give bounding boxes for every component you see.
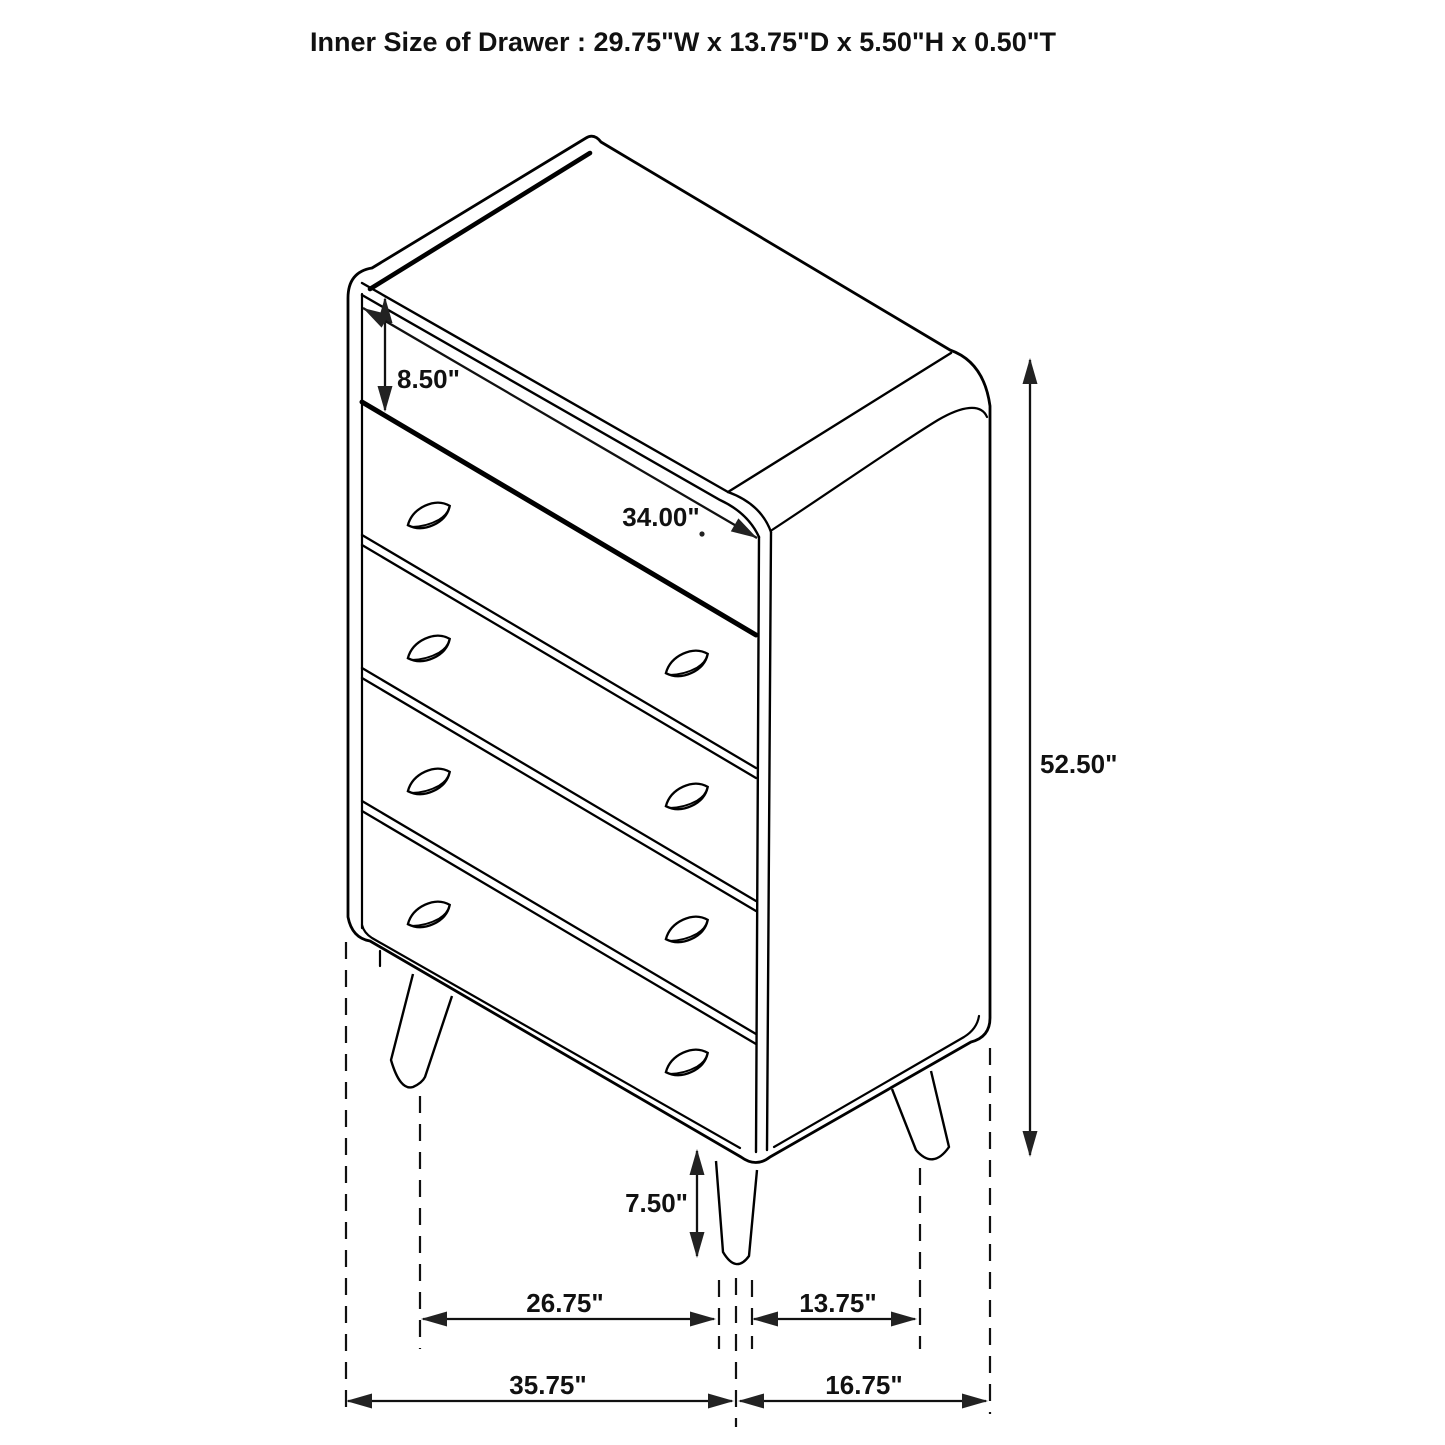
dim-750-label: 7.50" <box>625 1188 688 1218</box>
dim-5250-arrow-down <box>1023 1131 1038 1157</box>
dim-overall-width <box>346 1370 734 1409</box>
dim-1375-arrow-right <box>891 1312 917 1327</box>
dim-1375-arrow-left <box>752 1312 778 1327</box>
dim-1375-label: 13.75" <box>799 1288 877 1318</box>
dim-5250-label: 52.50" <box>1040 749 1118 779</box>
dim-side-leg-span <box>752 1288 917 1327</box>
dim-2675-arrow-right <box>690 1312 716 1327</box>
dim-850-label: 8.50" <box>397 364 460 394</box>
front-left-leg <box>391 974 452 1087</box>
dim-3575-label: 35.75" <box>509 1370 587 1400</box>
dim-front-leg-span <box>421 1288 716 1327</box>
dim-3575-arrow-left <box>346 1394 372 1409</box>
dim-1675-arrow-left <box>738 1394 764 1409</box>
dim-1675-arrow-right <box>962 1394 988 1409</box>
dim-750-arrow-up <box>690 1149 705 1175</box>
cabinet <box>348 136 990 1264</box>
dim-3575-arrow-right <box>708 1394 734 1409</box>
right-rear-leg <box>892 1071 949 1159</box>
dim-3400-label: 34.00" <box>622 502 700 532</box>
dim-3400-dot <box>699 531 704 536</box>
dim-750-arrow-down <box>690 1232 705 1258</box>
dim-2675-label: 26.75" <box>526 1288 604 1318</box>
dim-overall-height <box>1023 358 1118 1157</box>
dim-2675-arrow-left <box>421 1312 447 1327</box>
dim-1675-label: 16.75" <box>825 1370 903 1400</box>
dim-5250-arrow-up <box>1023 358 1038 384</box>
dim-leg-height <box>625 1149 704 1258</box>
diagram-title: Inner Size of Drawer : 29.75"W x 13.75"D x 5.50"H x 0.50"T <box>309 27 1057 57</box>
front-center-leg <box>716 1161 757 1264</box>
dim-overall-depth <box>738 1370 988 1409</box>
